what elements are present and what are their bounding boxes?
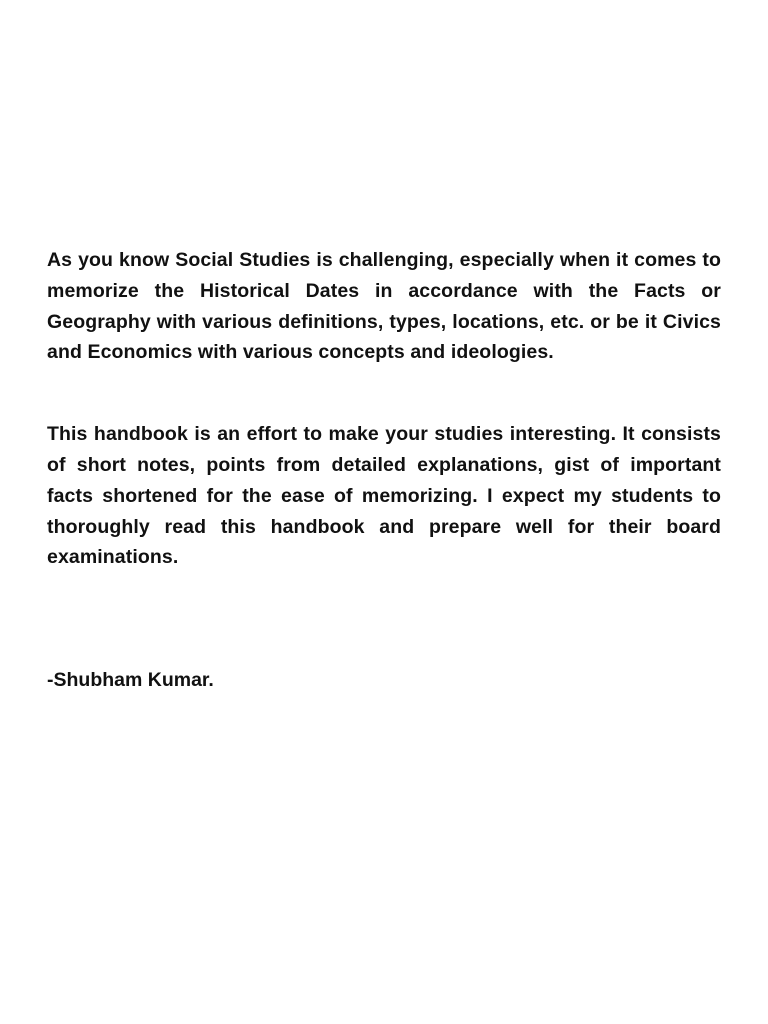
- author-signature: -Shubham Kumar.: [47, 669, 214, 692]
- document-page: [47, 245, 721, 696]
- intro-paragraph: As you know Social Studies is challenging, especially when it comes to memorize the Historical Dates in accordance with the Facts or Geography with various definitions, types, locations, etc. or be it Civics and Economics with various concepts and ideologies.: [47, 249, 721, 364]
- handbook-paragraph: This handbook is an effort to make your studies interesting. It consists of short notes, points from detailed explanations, gist of important facts shortened for the ease of memorizing. I expect my students to thoroughly read this handbook and prepare well for their board examinations.: [47, 423, 721, 569]
